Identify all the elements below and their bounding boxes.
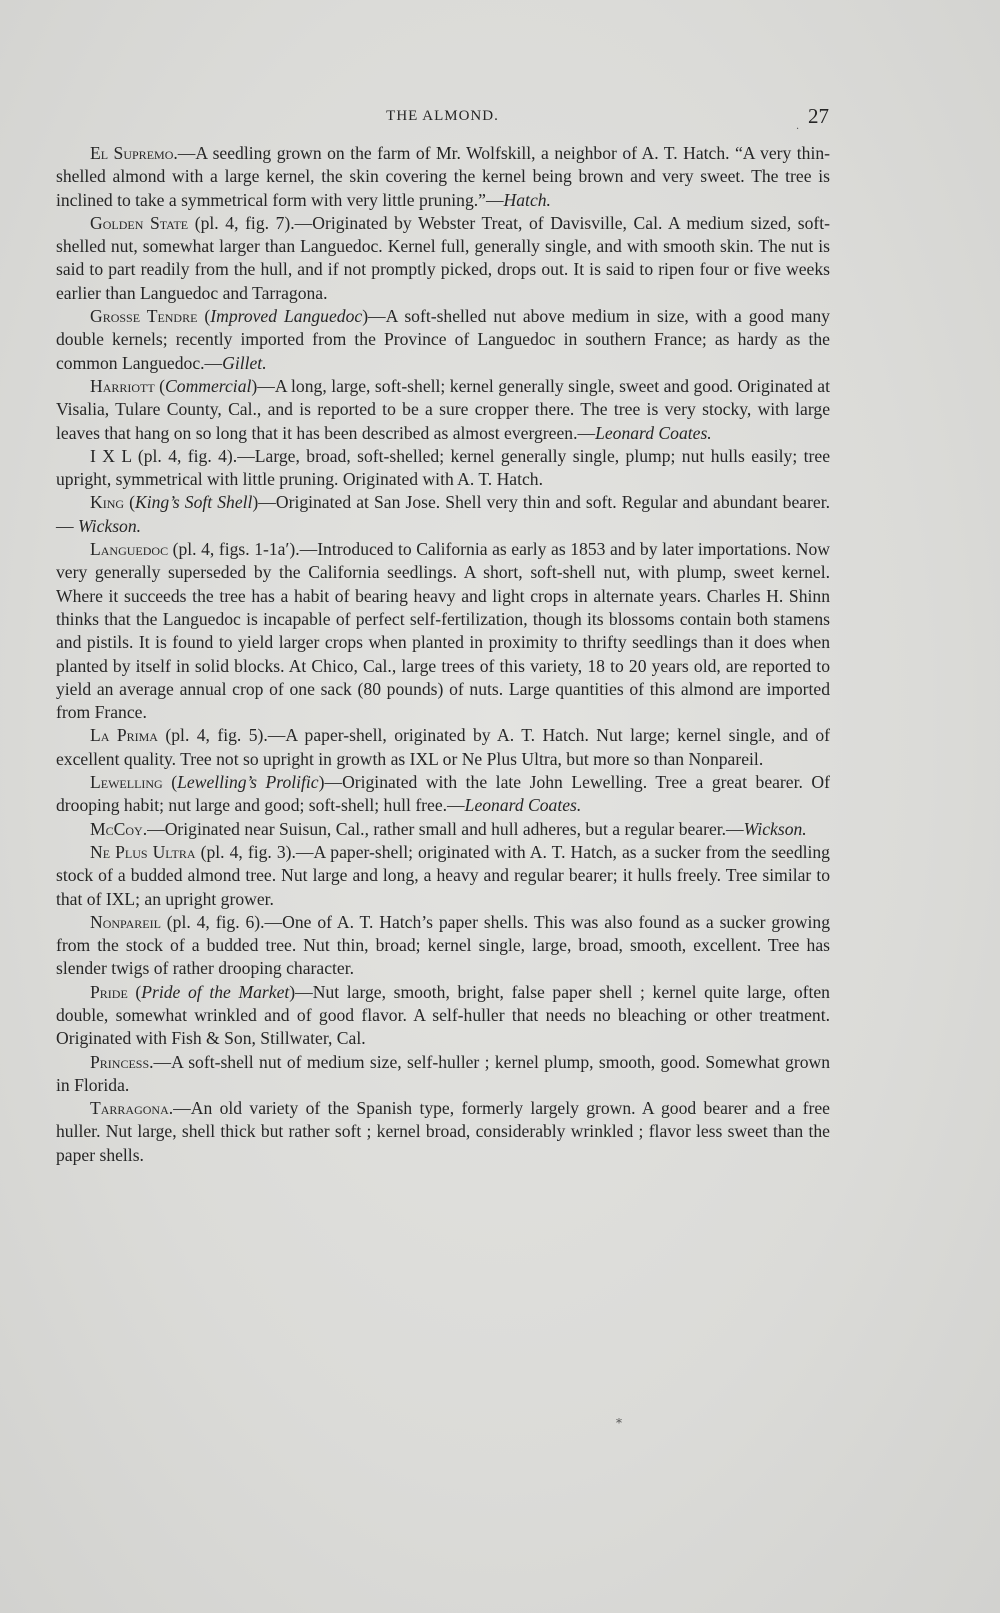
entry-ne-plus-ultra bbox=[56, 841, 830, 911]
entry-text: (pl. 4, fig. 5).—A paper-shell, originated by A. T. Hatch. Nut large; kernel single, and of excellent quality. Tree not so upright in growth as IXL or Ne Plus Ultra, but more so than Nonpareil. bbox=[56, 725, 830, 769]
variety-name: Golden State bbox=[90, 212, 189, 233]
entry-text: —A soft-shelled nut above medium in size, with a good many double kernels; recently imported from the Province of Languedoc in southern France; as hardy as the common Languedoc.— bbox=[56, 306, 830, 373]
variety-synonym: Improved Languedoc bbox=[210, 306, 363, 327]
entry-author: Wickson. bbox=[78, 515, 142, 536]
variety-synonym: Commercial bbox=[165, 375, 252, 396]
entry-el-supremo bbox=[56, 142, 830, 212]
entry-princess bbox=[56, 1051, 830, 1098]
entry-languedoc bbox=[56, 538, 830, 724]
entry-text: —A soft-shell nut of medium size, self-huller ; kernel plump, smooth, good. Somewhat grown in Florida. bbox=[56, 1051, 830, 1095]
variety-synonym: Pride of the Market bbox=[141, 981, 290, 1002]
entry-text: —Originated near Suisun, Cal., rather small and hull adheres, but a regular bearer.— bbox=[147, 818, 744, 839]
variety-synonym: King’s Soft Shell bbox=[135, 492, 253, 513]
entry-text: I X L (pl. 4, fig. 4).—Large, broad, soft-shelled; kernel generally single, plump; nut hulls easily; tree upright, symmetrical with little pruning. Originated with A. T. Hatch. bbox=[56, 445, 830, 490]
variety-name: Harriott bbox=[90, 375, 155, 396]
page-number: 27 bbox=[808, 104, 829, 128]
entry-text: (pl. 4, figs. 1-1a′).—Introduced to California as early as 1853 and by later importations. Now very generally superseded by the California seedlings. A short, soft-shell nut, with plump, sweet kernel. Where it succeeds the tree has a habit of bearing heavy and light crops in alternate years. Charles H. Shinn thinks that the Languedoc is incapable of perfect self-fertilization, though its blossoms contain both stamens and pistils. It is found to yield larger crops when planted in proximity to thrifty seedlings than it does when planted by itself in solid blocks. At Chico, Cal., large trees of this variety, 18 to 20 years old, are reported to yield an average annual crop of one sack (80 pounds) of nuts. Large quantities of this almond are imported from France. bbox=[56, 539, 830, 723]
running-head: THE ALMOND. bbox=[386, 108, 499, 124]
entry-mccoy bbox=[56, 818, 830, 841]
entry-lewelling: Lewelling (Lewelling’s Prolific)—Originated with the late John Lewelling. Tree a great bearer. Of drooping habit; nut large and good; soft-shell; hull free.—Leonard Coates. bbox=[56, 772, 830, 816]
variety-name: Nonpareil bbox=[90, 911, 161, 932]
entry-text: —Nut large, smooth, bright, false paper shell ; kernel quite large, often double, somewhat wrinkled and of good flavor. A self-huller that needs no bleaching or other treatment. Originated with Fish & Son, Stillwater, Cal. bbox=[56, 981, 830, 1049]
entry-text: (pl. 4, fig. 6).—One of A. T. Hatch’s paper shells. This was also found as a sucker growing from the stock of a budded tree. Nut thin, broad; kernel single, large, broad, smooth, excellent. Tree has slender twigs of rather drooping character. bbox=[56, 911, 830, 979]
variety-synonym: Lewelling’s Prolific bbox=[177, 772, 319, 793]
variety-name: Grosse Tendre bbox=[90, 306, 198, 327]
speck-mark: · bbox=[796, 124, 800, 135]
entry-golden-state bbox=[56, 212, 830, 305]
entry-author: Gillet. bbox=[222, 352, 267, 373]
entry-text: —A long, large, soft-shell; kernel generally single, sweet and good. Originated at Visalia, Tulare County, Cal., and is reported to be a sure cropper there. The tree is very stocky, with large leaves that hang on so long that it has been described as almost evergreen.— bbox=[56, 375, 830, 443]
variety-name: Languedoc bbox=[90, 539, 169, 560]
variety-name: McCoy. bbox=[90, 818, 148, 839]
entry-text: (pl. 4, fig. 7).—Originated by Webster Treat, of Davisville, Cal. A medium sized, soft-shelled nut, somewhat larger than Languedoc. Kernel full, generally single, and with smooth skin. The nut is said to part readily from the hull, and if not promptly picked, drops out. It is said to ripen four or five weeks earlier than Languedoc and Tarragona. bbox=[56, 212, 830, 303]
entry-text: (pl. 4, fig. 3).—A paper-shell; originated with A. T. Hatch, as a sucker from the seedling stock of a budded almond tree. Nut large and long, a heavy and regular bearer; it hulls freely. Tree similar to that of IXL; an upright grower. bbox=[56, 841, 830, 909]
variety-name: El Supremo. bbox=[90, 143, 178, 163]
entry-author: Leonard Coates. bbox=[464, 795, 582, 816]
entry-author: Wickson. bbox=[743, 818, 807, 839]
variety-name: Tarragona. bbox=[90, 1098, 174, 1119]
entry-text: —An old variety of the Spanish type, formerly largely grown. A good bearer and a free huller. Nut large, shell thick but rather soft ; kernel broad, considerably wrinkled ; flavor less sweet than the paper shells. bbox=[56, 1098, 830, 1165]
variety-name: Pride bbox=[90, 981, 128, 1002]
entry-pride: Pride (Pride of the Market)—Nut large, smooth, bright, false paper shell ; kernel quite large, often double, somewhat wrinkled and of good flavor. A self-huller that needs no bleaching or other treatment. Originated with Fish & Son, Stillwater, Cal. bbox=[56, 981, 830, 1049]
variety-name: La Prima bbox=[90, 725, 158, 746]
variety-name: Lewelling bbox=[90, 772, 163, 793]
entry-nonpareil bbox=[56, 911, 830, 981]
entry-grosse-tendre: Grosse Tendre (Improved Languedoc)—A soft-shelled nut above medium in size, with a good many double kernels; recently imported from the Province of Languedoc in southern France; as hardy as the common Languedoc.—Gillet. bbox=[56, 306, 830, 373]
variety-name: Princess. bbox=[90, 1051, 154, 1072]
page-body bbox=[56, 142, 830, 1167]
entry-king: King (King’s Soft Shell)—Originated at San Jose. Shell very thin and soft. Regular and abundant bearer.— Wickson. bbox=[56, 492, 831, 536]
page-header bbox=[56, 104, 829, 130]
speck-mark: * bbox=[616, 1416, 622, 1430]
variety-name: King bbox=[90, 492, 125, 513]
entry-harriott: Harriott (Commercial)—A long, large, soft-shell; kernel generally single, sweet and good. Originated at Visalia, Tulare County, Cal., and is reported to be a sure cropper there. The tree is very stocky, with large leaves that hang on so long that it has been described as almost evergreen.—Leonard Coates. bbox=[56, 375, 830, 443]
entry-text: —Originated at San Jose. Shell very thin and soft. Regular and abundant bearer.— bbox=[56, 492, 831, 536]
entry-author: Leonard Coates. bbox=[595, 422, 712, 443]
entry-text: —Originated with the late John Lewelling. Tree a great bearer. Of drooping habit; nut large and good; soft-shell; hull free.— bbox=[56, 772, 830, 816]
entry-text: —A seedling grown on the farm of Mr. Wolfskill, a neighbor of A. T. Hatch. “A very thin-shelled almond with a large kernel, the skin covering the kernel being brown and very sweet. The tree is inclined to take a symmetrical form with very little pruning.”— bbox=[56, 143, 830, 210]
entry-la-prima bbox=[56, 724, 830, 771]
entry-author: Hatch. bbox=[503, 189, 551, 210]
variety-name: Ne Plus Ultra bbox=[90, 841, 196, 862]
entry-tarragona bbox=[56, 1097, 830, 1167]
entry-ixl bbox=[56, 445, 830, 492]
